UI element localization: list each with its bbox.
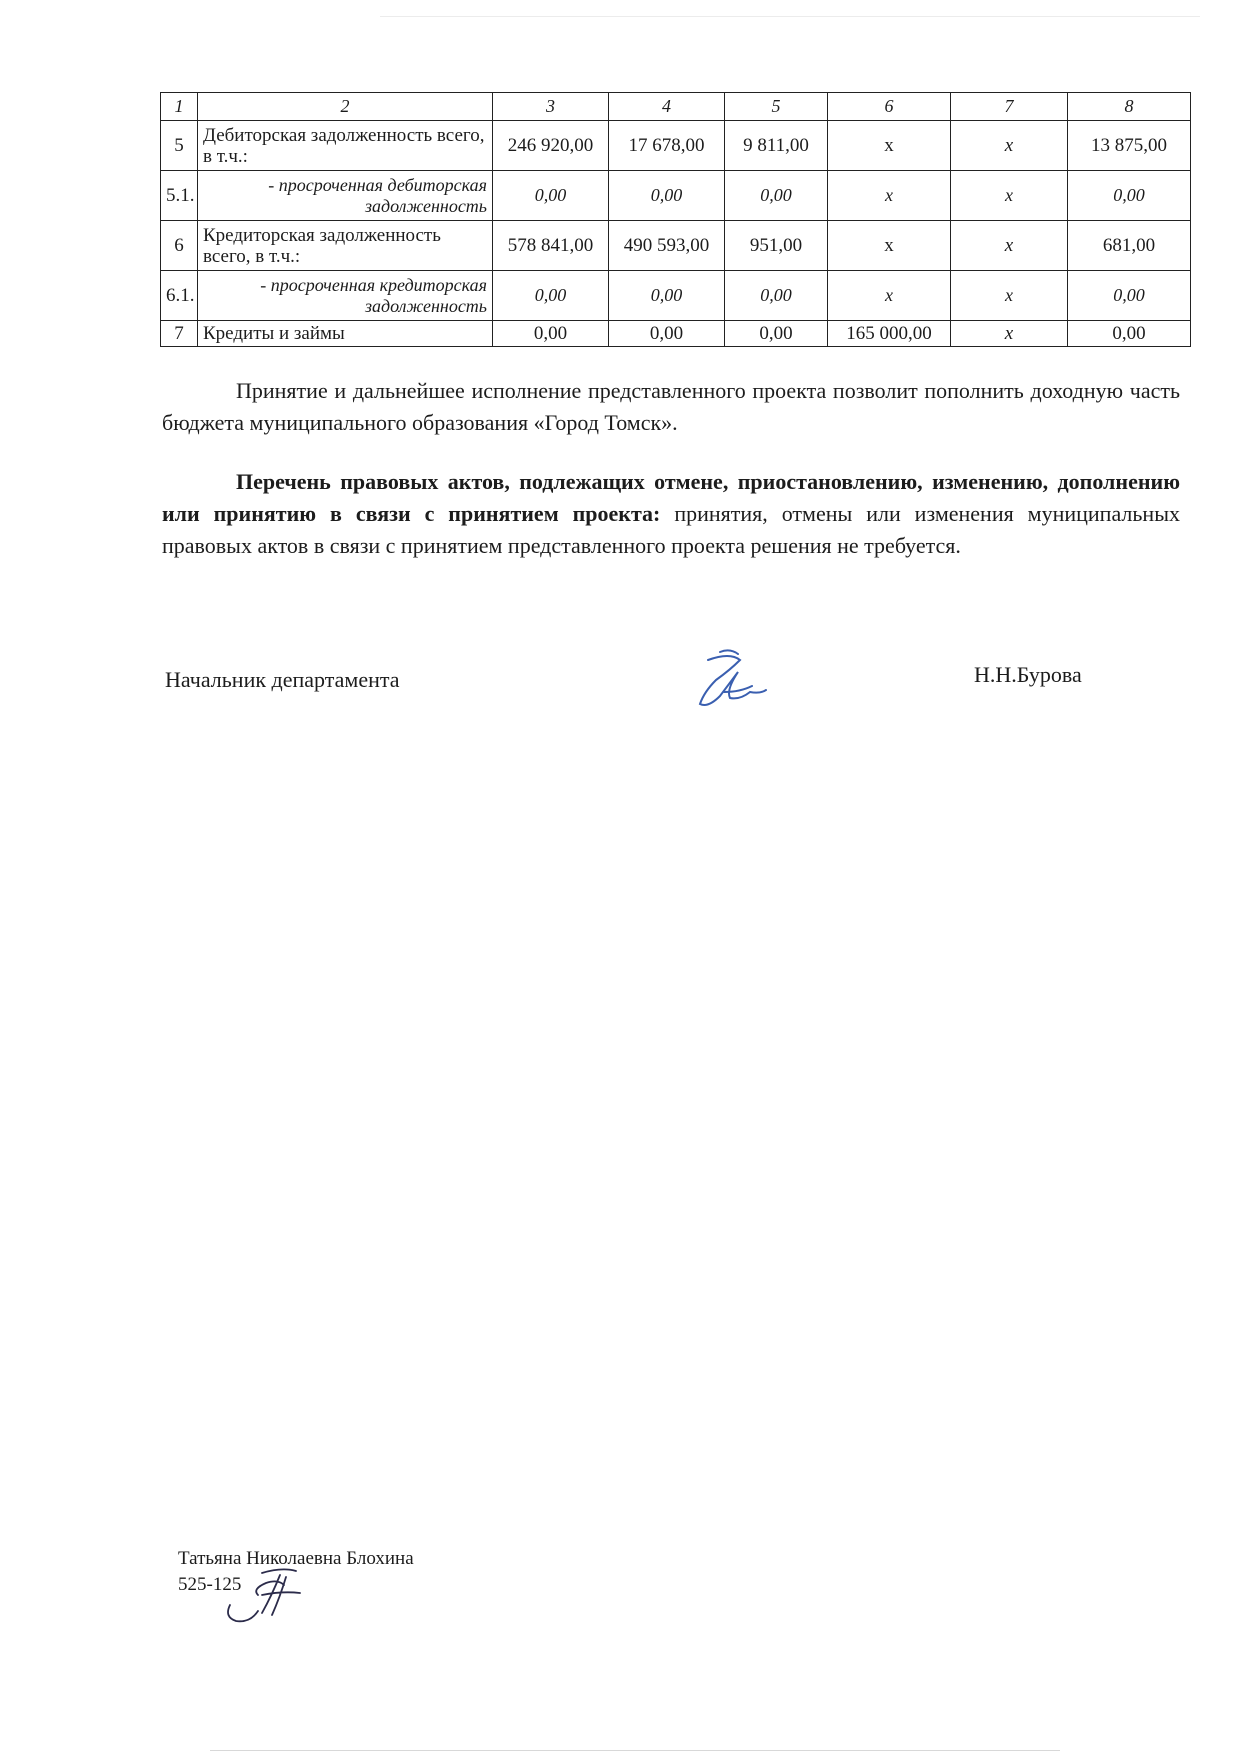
financial-table [160, 92, 1191, 347]
cell-value: x [951, 321, 1068, 347]
signatory-name: Н.Н.Бурова [974, 662, 1082, 687]
cell-value: 246 920,00 [493, 121, 609, 171]
row-name: - просроченная дебиторская задолженность [198, 171, 493, 221]
header-cell: 1 [161, 93, 198, 121]
cell-value: 0,00 [1068, 171, 1191, 221]
cell-value: x [951, 121, 1068, 171]
cell-value: 0,00 [493, 271, 609, 321]
handwritten-signature-icon [690, 646, 770, 714]
table-header-row [161, 93, 1191, 121]
header-cell: 2 [198, 93, 493, 121]
cell-value: 681,00 [1068, 221, 1191, 271]
signatory-title: Начальник департамента [165, 667, 400, 692]
row-number: 7 [161, 321, 198, 347]
cell-value: 578 841,00 [493, 221, 609, 271]
paragraph-budget: Принятие и дальнейшее исполнение представленного проекта позволит пополнить доходную часть бюджета муниципального образования «Город Томск». [162, 378, 1180, 435]
executor-phone: 525-125 [178, 1574, 242, 1595]
row-name: - просроченная кредиторская задолженность [198, 271, 493, 321]
header-cell: 3 [493, 93, 609, 121]
cell-value: 13 875,00 [1068, 121, 1191, 171]
header-cell: 7 [951, 93, 1068, 121]
row-name: Кредиты и займы [198, 321, 493, 347]
cell-value: x [828, 271, 951, 321]
header-cell: 8 [1068, 93, 1191, 121]
row-number: 5 [161, 121, 198, 171]
header-cell: 5 [725, 93, 828, 121]
scan-artifact-line [380, 16, 1200, 17]
cell-value: 0,00 [609, 271, 725, 321]
cell-value: x [828, 171, 951, 221]
paragraph-legal-acts-heading: Перечень правовых актов, подлежащих отмене, приостановлению, изменению, дополнению или принятию в связи с принятием проекта: [162, 469, 1180, 526]
row-number: 5.1. [161, 171, 198, 221]
cell-value: 0,00 [1068, 321, 1191, 347]
cell-value: 0,00 [493, 171, 609, 221]
table-row [161, 121, 1191, 171]
cell-value: x [951, 271, 1068, 321]
table-row [161, 171, 1191, 221]
header-cell: 4 [609, 93, 725, 121]
paragraph-legal-acts [162, 466, 1180, 562]
executor-initials-icon [222, 1565, 312, 1625]
cell-value: x [951, 171, 1068, 221]
cell-value: х [828, 121, 951, 171]
cell-value: 165 000,00 [828, 321, 951, 347]
cell-value: 0,00 [1068, 271, 1191, 321]
cell-value: 0,00 [725, 321, 828, 347]
row-name: Дебиторская задолженность всего, в т.ч.: [198, 121, 493, 171]
table-row [161, 271, 1191, 321]
cell-value: 0,00 [609, 171, 725, 221]
cell-value: 0,00 [609, 321, 725, 347]
header-cell: 6 [828, 93, 951, 121]
cell-value: 0,00 [725, 171, 828, 221]
row-number: 6.1. [161, 271, 198, 321]
cell-value: 490 593,00 [609, 221, 725, 271]
cell-value: 17 678,00 [609, 121, 725, 171]
cell-value: 0,00 [493, 321, 609, 347]
cell-value: х [828, 221, 951, 271]
cell-value: 951,00 [725, 221, 828, 271]
cell-value: x [951, 221, 1068, 271]
executor-name: Татьяна Николаевна Блохина [178, 1548, 414, 1569]
paragraph-legal-acts-body: принятия, отмены или изменения муниципальных правовых актов в связи с принятием представленного проекта решения не требуется. [162, 501, 1180, 558]
scan-artifact-line [210, 1750, 1060, 1751]
table-row [161, 321, 1191, 347]
row-name: Кредиторская задолженность всего, в т.ч.: [198, 221, 493, 271]
cell-value: 9 811,00 [725, 121, 828, 171]
cell-value: 0,00 [725, 271, 828, 321]
table-row [161, 221, 1191, 271]
row-number: 6 [161, 221, 198, 271]
